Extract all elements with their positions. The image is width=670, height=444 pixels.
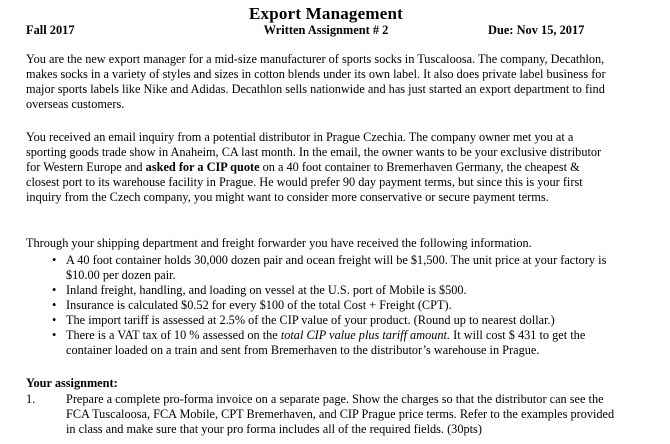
bullet-dot-icon: • — [52, 313, 57, 327]
inquiry-emphasis: asked for a CIP quote — [145, 160, 260, 174]
bullet-item — [26, 283, 611, 298]
assignment-item — [26, 392, 616, 437]
bullet-item — [26, 313, 611, 328]
vat-text-after: It will cost $ 431 to get the container loaded on a train and sent from Bremerhaven to the distributor’s warehouse in Prague. — [66, 328, 586, 357]
semester-label: Fall 2017 — [26, 23, 75, 37]
bullet-item — [26, 253, 611, 283]
assignment-item-number: 1. — [26, 392, 36, 406]
bullet-text: The import tariff is assessed at 2.5% of the CIP value of your product. (Round up to nearest dollar.) — [66, 313, 555, 327]
bullet-dot-icon: • — [52, 283, 57, 297]
inquiry-paragraph — [26, 130, 611, 205]
info-bullet-list — [26, 253, 611, 358]
bullet-item — [26, 298, 611, 313]
due-date-label: Due: Nov 15, 2017 — [488, 23, 585, 37]
assignment-label: Written Assignment # 2 — [263, 23, 389, 37]
bullet-text: Insurance is calculated $0.52 for every $100 of the total Cost + Freight (CPT). — [66, 298, 452, 312]
bullet-text: Inland freight, handling, and loading on vessel at the U.S. port of Mobile is $500. — [66, 283, 467, 297]
vat-text-before: There is a VAT tax of 10 % assessed on the — [66, 328, 281, 342]
inquiry-text-before: You received an email inquiry from a potential distributor in Prague Czechia. The company owner met you at a sporting goods trade show in Anaheim, CA last month. In the email, the owner wants to be your exclusive distributor for Western Europe and — [26, 130, 602, 174]
bullet-dot-icon: • — [52, 253, 57, 267]
vat-emphasis: total CIP value plus tariff amount. — [280, 328, 451, 342]
bullet-dot-icon: • — [52, 328, 57, 342]
bullet-text: A 40 foot container holds 30,000 dozen pair and ocean freight will be $1,500. The unit price at your factory is $10.00 per dozen pair. — [66, 253, 607, 282]
intro-paragraph: You are the new export manager for a mid-size manufacturer of sports socks in Tuscaloosa. The company, Decathlon, makes socks in a variety of styles and sizes in cotton blends under its own label. It also does private label business for major sports labels like Nike and Adidas. Decathlon sells nationwide and has just started an export department to find overseas customers. — [26, 52, 606, 111]
assignment-item-text: Prepare a complete pro-forma invoice on a separate page. Show the charges so that the distributor can see the FCA Tuscaloosa, FCA Mobile, CPT Bremerhaven, and CIP Prague price terms. Refer to the examples provided in class and make sure that your pro forma includes all of the required fields. (30pts) — [66, 392, 615, 436]
assignment-heading: Your assignment: — [26, 376, 118, 390]
bullet-dot-icon: • — [52, 298, 57, 312]
document-title: Export Management — [248, 4, 404, 23]
inquiry-text-after: on a 40 foot container to Bremerhaven Germany, the cheapest & closest port to its warehouse facility in Prague. He would prefer 90 day payment terms, but since this is your first inquiry from the Czech company, you might want to consider more conservative or secure payment terms. — [26, 160, 583, 204]
bullet-item-vat — [26, 328, 611, 358]
info-intro-paragraph: Through your shipping department and freight forwarder you have received the following information. — [26, 236, 532, 250]
